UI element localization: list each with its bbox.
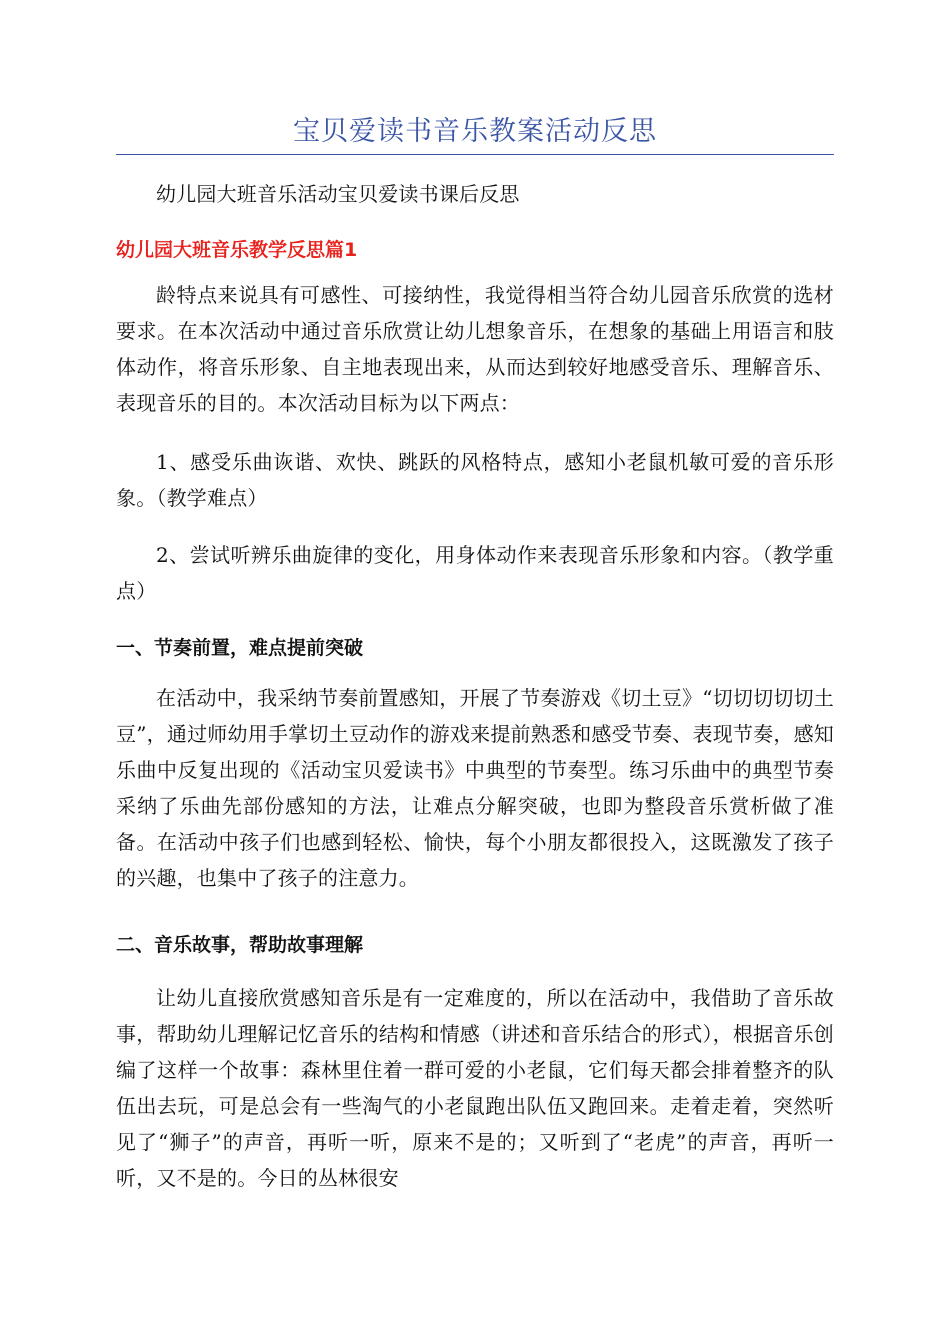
- subheading-rhythm: 一、节奏前置，难点提前突破: [116, 637, 364, 659]
- story-paragraph: 让幼儿直接欣赏感知音乐是有一定难度的，所以在活动中，我借助了音乐故事，帮助幼儿理解记忆音乐的结构和情感（讲述和音乐结合的形式），根据音乐创编了这样一个故事：森林里住着一群可爱的小老鼠，它们每天都会排着整齐的队伍出去玩，可是总会有一些淘气的小老鼠跑出队伍又跑回来。走着走着，突然听见了“狮子”的声音，再听一听，原来不是的；又听到了“老虎”的声音，再听一听，又不是的。今日的丛林很安: [116, 986, 834, 1190]
- document-subtitle: 幼儿园大班音乐活动宝贝爱读书课后反思: [156, 182, 520, 206]
- title-underline: [116, 154, 834, 155]
- document-title: 宝贝爱读书音乐教案活动反思: [293, 116, 657, 147]
- goal-two-paragraph: 2、尝试听辨乐曲旋律的变化，用身体动作来表现音乐形象和内容。（教学重点）: [116, 543, 834, 603]
- intro-paragraph: 龄特点来说具有可感性、可接纳性，我觉得相当符合幼儿园音乐欣赏的选材要求。在本次活动中通过音乐欣赏让幼儿想象音乐，在想象的基础上用语言和肢体动作，将音乐形象、自主地表现出来，从而达到较好地感受音乐、理解音乐、表现音乐的目的。本次活动目标为以下两点：: [116, 283, 834, 415]
- subheading-story: 二、音乐故事，帮助故事理解: [116, 934, 364, 956]
- rhythm-paragraph: 在活动中，我采纳节奏前置感知，开展了节奏游戏《切土豆》“切切切切切土豆”，通过师幼用手掌切土豆动作的游戏来提前熟悉和感受节奏、表现节奏，感知乐曲中反复出现的《活动宝贝爱读书》中典型的节奏型。练习乐曲中的典型节奏采纳了乐曲先部份感知的方法，让难点分解突破，也即为整段音乐赏析做了准备。在活动中孩子们也感到轻松、愉快，每个小朋友都很投入，这既激发了孩子的兴趣，也集中了孩子的注意力。: [116, 686, 834, 890]
- section-heading: 幼儿园大班音乐教学反思篇1: [116, 239, 358, 261]
- goal-one-paragraph: 1、感受乐曲诙谐、欢快、跳跃的风格特点，感知小老鼠机敏可爱的音乐形象。（教学难点）: [116, 450, 834, 510]
